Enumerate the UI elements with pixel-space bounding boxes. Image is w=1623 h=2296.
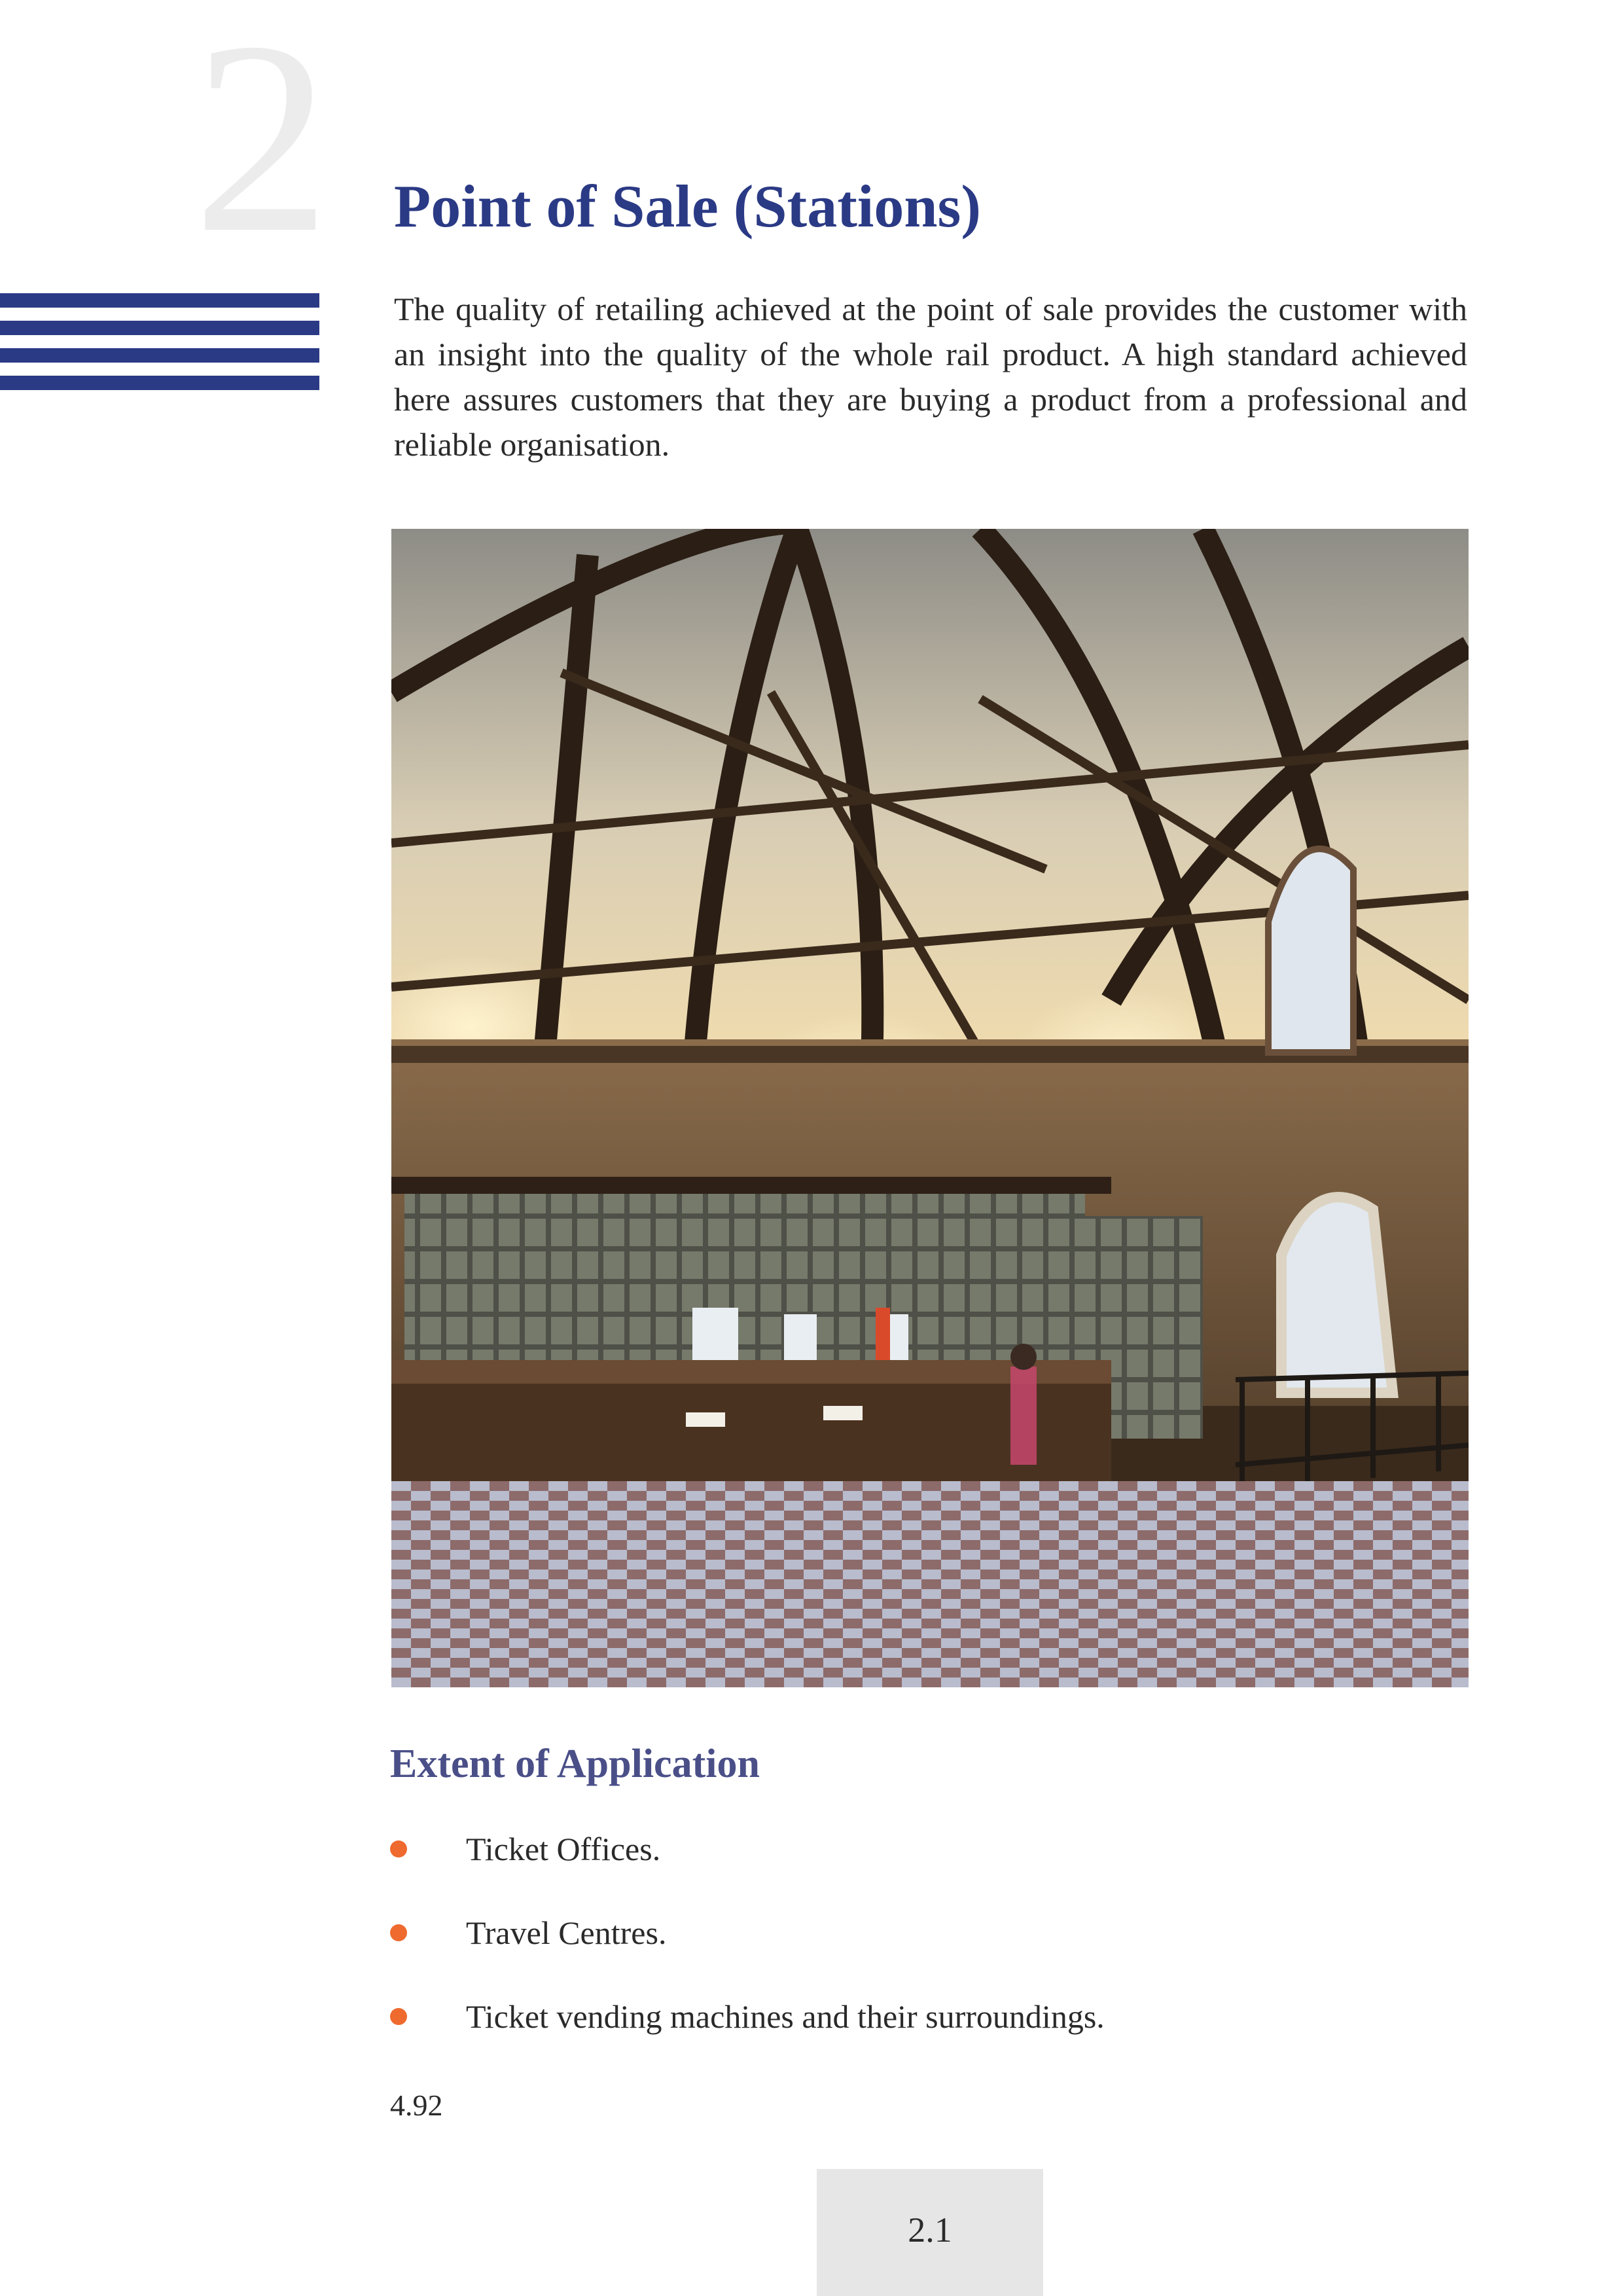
section-number: 2 [193, 0, 330, 289]
list-item-label: Ticket vending machines and their surroundings. [466, 1998, 1105, 2035]
bullet-icon [390, 1924, 407, 1941]
stripe [0, 348, 319, 363]
page-title: Point of Sale (Stations) [394, 173, 981, 240]
page-number-tab [817, 2169, 1043, 2296]
bullet-icon [390, 1840, 407, 1857]
issue-date: 4.92 [390, 2089, 443, 2122]
bullet-icon [390, 2008, 407, 2025]
stripe [0, 376, 319, 390]
list-item-label: Travel Centres. [466, 1914, 667, 1951]
page-number: 2.1 [908, 2210, 952, 2250]
list-item-label: Ticket Offices. [466, 1831, 661, 1867]
extent-heading: Extent of Application [390, 1742, 760, 1786]
stripe [0, 321, 319, 335]
stripe [0, 293, 319, 308]
station-ticket-office-photo [391, 529, 1469, 1687]
intro-paragraph: The quality of retailing achieved at the point of sale provides the customer with an insight into the quality of the whole rail product. A high standard achieved here assures customers that they are buying a product from a professional and reliable organisation. [394, 291, 1467, 463]
decorative-stripes [0, 293, 319, 403]
